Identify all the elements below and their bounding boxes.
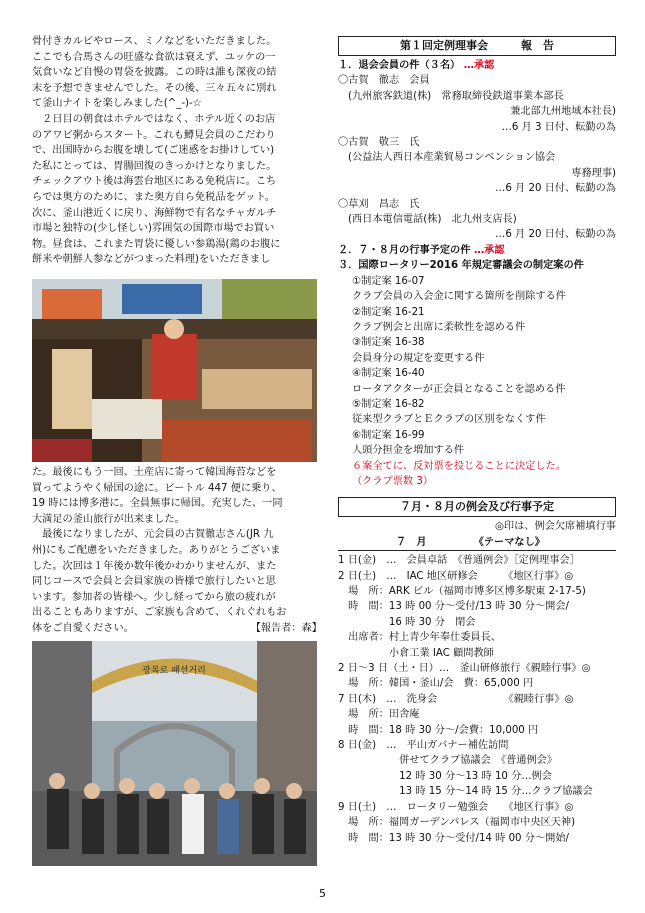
- proposal-desc: 人頭分担金を増加する件: [352, 445, 465, 457]
- item3-heading: ３．国際ロータリー2016 年規定審議会の制定案の件: [338, 260, 584, 272]
- vote-count: （クラブ票数 3）: [352, 475, 434, 487]
- event-line: 16 時 30 分 閉会: [338, 616, 476, 628]
- member-org: (九州旅客鉄道(株) 常務取締役鉄道事業本部長: [348, 90, 564, 102]
- article-line: 買ってようやく帰国の途に。ビートル 447 便に乗り、: [32, 482, 282, 494]
- event-line: 併せてクラブ協議会 《普通例会》: [338, 755, 558, 767]
- proposal-desc: 従来型クラブとＥクラブの区別をなくす件: [352, 414, 546, 426]
- article-line: 気食いなど自慢の胃袋を披露。この時は誰も深夜の結: [32, 67, 277, 79]
- market-photo: [32, 279, 317, 462]
- proposal-number: ①制定案 16-07: [352, 275, 425, 287]
- member-org: (西日本電信電話(株) 北九州支店長): [348, 214, 517, 226]
- event-line: 時 間：13 時 30 分～受付/14 時 00 分～開始/: [338, 832, 569, 844]
- event-line: 場 所：韓国・釜山/会 費：65,000 円: [338, 678, 534, 690]
- article-line: のアワビ粥からスタート。これも鱒見会員のこだわり: [32, 129, 276, 141]
- street-sign-text: 광복로 패션거리: [142, 666, 206, 676]
- schedule-title: ７月・８月の例会及び行事予定: [338, 497, 616, 517]
- article-line: 物。昼食は、これまた胃袋に優しい参鶏湯(鶏のお腹に: [32, 238, 281, 250]
- article-line: ここでも合馬さんの旺盛な食欲は衰えず、ユッケの一: [32, 51, 276, 63]
- article-line: 州)にもご配慮をいただきました。ありがとうございま: [32, 544, 281, 556]
- board-report-title: 第１回定例理事会 報 告: [338, 36, 616, 56]
- group-photo: [32, 641, 317, 866]
- article-line: います。参加者の皆様へ。少し経ってから旅の疲れが: [32, 591, 276, 603]
- item1-heading: [338, 58, 616, 73]
- item1-title: １．退会会員の件（３名）: [338, 60, 461, 71]
- reporter-credit: 【報告者：森】: [250, 622, 322, 634]
- event-line: 場 所：福岡ガーデンパレス（福岡市中央区天神): [338, 817, 576, 829]
- closing-line: [32, 621, 322, 637]
- proposal-desc: ロータアクターが正会員となることを認める件: [352, 383, 566, 395]
- proposal-desc: クラブ会員の入会金に関する箇所を削除する件: [352, 291, 566, 303]
- article-line: 餅米や朝鮮人参などがつまった料理)をいただきまし: [32, 254, 271, 266]
- month-theme: 《テーマなし》: [473, 536, 545, 548]
- event-line: 1 日(金) … 会員卓話 《普通例会》［定例理事会］: [338, 555, 580, 567]
- resigned-members-list: [338, 73, 616, 242]
- event-line: 7 日(木) … 洗身会 《親睦行事》◎: [338, 693, 574, 705]
- proposal-number: ⑤制定案 16-82: [352, 398, 425, 410]
- article-line: 骨付きカルビやロース、ミノなどをいただきました。: [32, 36, 277, 47]
- page-number: 5: [319, 887, 326, 900]
- month-label: ７ 月: [396, 536, 427, 548]
- member-date: …6 月 20 日付、転勤の為: [495, 183, 616, 195]
- item2-title: ２．７・８月の行事予定の件: [338, 244, 471, 256]
- event-line: 時 間：13 時 00 分～受付/13 時 30 分～開会/: [338, 601, 569, 613]
- article-line: 最後になりましたが、元会員の古賀徹志さん(JR 九: [32, 529, 274, 541]
- member-name: 〇古賀 徹志 会員: [338, 75, 430, 87]
- left-column: [32, 34, 322, 268]
- event-line: 時 間：18 時 30 分～/会費：10,000 円: [338, 724, 539, 736]
- proposal-number: ⑥制定案 16-99: [352, 429, 425, 441]
- article-line: 大満足の釜山旅行が出来ました。: [32, 513, 185, 525]
- article-line: らでは奥方のために、また奥方自ら免税品をゲット。: [32, 191, 276, 203]
- member-name: 〇草刈 昌志 氏: [338, 198, 420, 210]
- article-line: で、出国時からお腹を壊して(ご迷惑をお掛けしてい): [32, 145, 275, 157]
- event-line: 2 日(土) … IAC 地区研修会 《地区行事》◎: [338, 570, 574, 582]
- event-line: 12 時 30 分～13 時 10 分…例会: [338, 770, 552, 782]
- article-paragraph-1: [32, 34, 322, 268]
- proposal-desc: クラブ例会と出席に柔軟性を認める件: [352, 321, 526, 333]
- article-line: 末を予想できませんでした。その後、三々五々に別れ: [32, 82, 277, 94]
- event-line: 13 時 15 分～14 時 15 分…クラブ協議会: [338, 786, 593, 798]
- article-line: 市場と独特の(少し怪しい)雰囲気の国際市場でお買い: [32, 223, 275, 235]
- member-name: 〇古賀 敬三 氏: [338, 137, 420, 149]
- article-line: チェックアウト後は海雲台地区にある免税店に。こち: [32, 176, 277, 188]
- decision-text: ６案全てに、反対票を投じることに決定した。: [352, 460, 566, 472]
- events-list: [338, 553, 616, 846]
- proposal-number: ②制定案 16-21: [352, 306, 425, 318]
- proposal-number: ③制定案 16-38: [352, 337, 425, 349]
- event-line: 9 日(土) … ロータリー勉強会 《地区行事》◎: [338, 801, 574, 813]
- month-header: [338, 535, 616, 551]
- event-line: 出席者：村上青少年奉仕委員長、: [338, 632, 501, 644]
- article-line: た。最後にもう一回、土産店に寄って韓国海苔などを: [32, 467, 277, 478]
- member-date: …6 月 20 日付、転勤の為: [495, 229, 616, 241]
- proposal-desc: 会員身分の規定を変更する件: [352, 352, 485, 364]
- article-line: ２日目の朝食はホテルではなく、ホテル近くのお店: [32, 113, 276, 125]
- member-org: (公益法人西日本産業貿易コンベンション協会: [348, 152, 556, 164]
- left-column-lower: [32, 465, 322, 637]
- article-paragraph-2: [32, 465, 322, 621]
- article-line: 出ることもありますが、ご家族も含めて、くれぐれもお: [32, 607, 287, 619]
- proposal-number: ④制定案 16-40: [352, 368, 425, 380]
- item2-status: …承認: [473, 244, 505, 256]
- member-date: …6 月 3 日付、転勤の為: [501, 121, 616, 133]
- item2-heading: [338, 243, 616, 258]
- member-org-cont: 兼北部九州地域本社長): [510, 106, 616, 118]
- article-line: 次に、釜山港近くに戻り、海鮮物で有名なチャガルチ: [32, 207, 277, 219]
- event-line: 場 所：ARK ビル（福岡市博多区博多駅東 2-17-5): [338, 586, 586, 597]
- event-line: 場 所：田舎庵: [338, 709, 420, 721]
- article-line: した。次回は１年後か数年後かわかりませんが、また: [32, 560, 277, 572]
- closing-text: 体をご自愛ください。: [32, 622, 134, 634]
- member-org-cont: 専務理事): [571, 167, 616, 179]
- event-line: 小倉工業 IAC 顧問教師: [338, 647, 494, 659]
- schedule-note: ◎印は、例会欠席補填行事: [495, 521, 616, 533]
- event-line: 8 日(金) … 平山ガバナー補佐訪問: [338, 740, 509, 752]
- right-column: [338, 36, 616, 846]
- article-line: 同じコースで会員と会員家族の皆様で旅行したいと思: [32, 576, 276, 588]
- event-line: 2 日～3 日（土・日）… 釜山研修旅行《親睦行事》◎: [338, 663, 591, 675]
- article-line: て釜山ナイトを楽しみました(^_-)-☆: [32, 98, 202, 110]
- article-line: 19 時には博多港に。全員無事に帰国。充実した、一同: [32, 498, 283, 510]
- item1-status: …承認: [463, 60, 495, 71]
- proposals-list: [338, 274, 616, 459]
- article-line: た私にとっては、胃腸回復のきっかけとなりました。: [32, 160, 277, 172]
